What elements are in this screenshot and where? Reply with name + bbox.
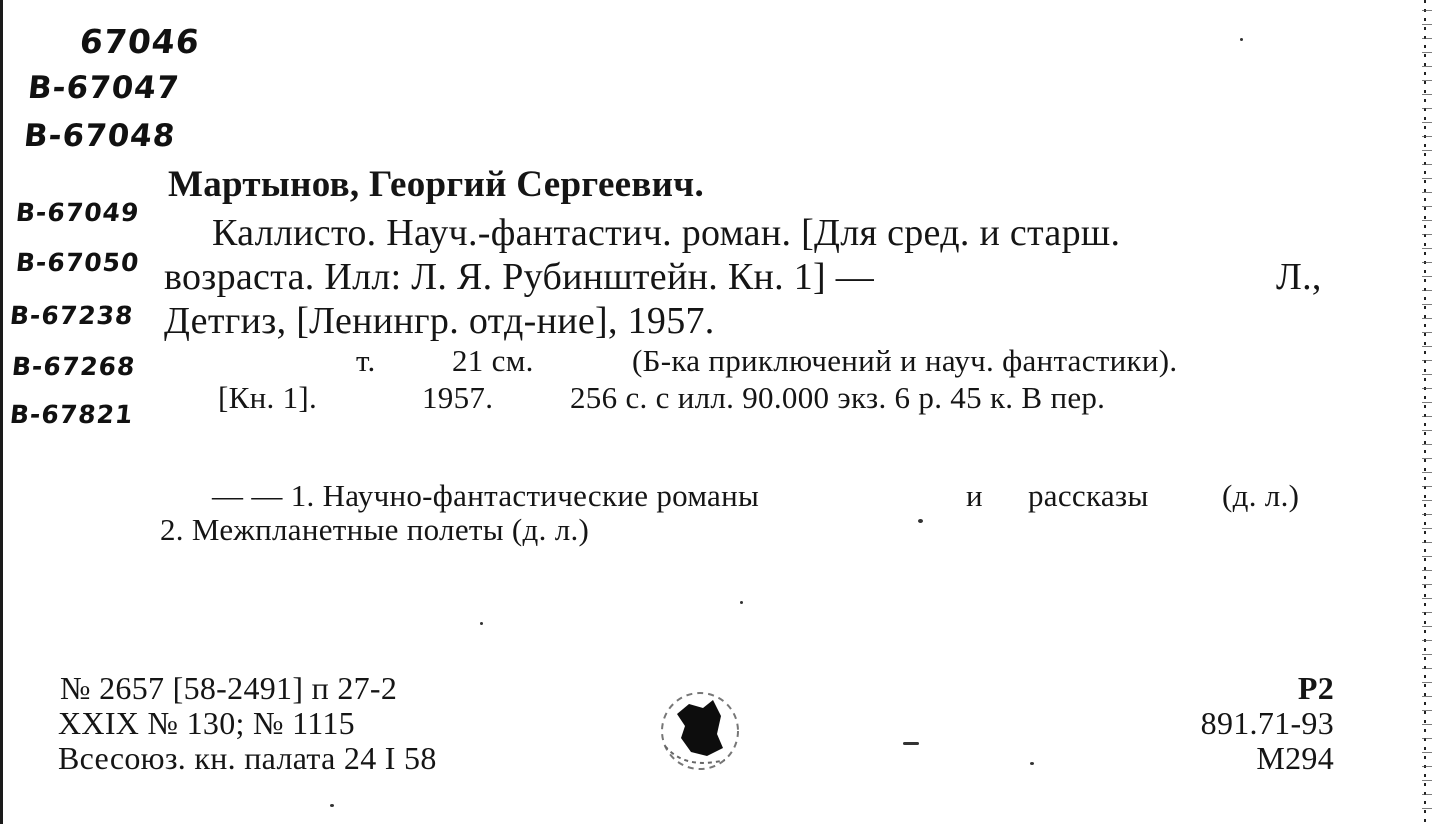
footer-chronicle: XXIX № 130; № 1115	[58, 705, 355, 741]
ink-stamp-icon	[655, 686, 745, 776]
footer-class-code: Р2	[1297, 670, 1334, 706]
footer-chamber: Всесоюз. кн. палата 24 I 58	[58, 740, 437, 776]
description-line-3: Детгиз, [Ленингр. отд-ние], 1957.	[164, 300, 715, 342]
ink-speck	[918, 519, 923, 523]
subject-1: — — 1. Научно-фантастические романы	[212, 478, 760, 513]
description-volume-abbr: т.	[356, 343, 376, 378]
inventory-number: 67046	[77, 22, 202, 61]
description-line-2: возраста. Илл: Л. Я. Рубинштейн. Кн. 1] —	[164, 256, 875, 298]
ink-speck	[903, 742, 919, 745]
inventory-number: B-67048	[22, 118, 178, 154]
ink-speck	[740, 601, 743, 604]
description-place: Л.,	[1276, 256, 1322, 298]
description-year: 1957.	[422, 380, 494, 415]
inventory-number: B-67268	[10, 352, 137, 381]
ink-speck	[330, 804, 334, 807]
subject-1-conj: и	[966, 478, 983, 513]
card-left-edge	[0, 0, 3, 824]
description-physical: 256 с. с илл. 90.000 экз. 6 р. 45 к. В пер.	[570, 380, 1106, 415]
ink-speck	[1030, 762, 1034, 765]
inventory-number: B-67049	[14, 198, 141, 227]
description-line-1: Каллисто. Науч.-фантастич. роман. [Для сред. и старш.	[212, 212, 1121, 254]
inventory-number: B-67050	[14, 248, 141, 277]
ink-speck	[1240, 38, 1243, 41]
inventory-number: B-67238	[8, 301, 135, 330]
author-heading: Мартынов, Георгий Сергеевич.	[168, 164, 705, 205]
subject-2: 2. Межпланетные полеты (д. л.)	[160, 512, 590, 547]
description-series: (Б-ка приключений и науч. фантастики).	[632, 343, 1178, 378]
footer-registration: № 2657 [58-2491] п 27-2	[60, 670, 398, 706]
inventory-number: B-67047	[26, 70, 182, 106]
inventory-number: B-67821	[8, 400, 135, 429]
footer-author-mark: М294	[1256, 740, 1334, 776]
card-right-ticks	[1422, 10, 1432, 810]
description-size: 21 см.	[452, 343, 534, 378]
footer-udc: 891.71-93	[1200, 705, 1334, 741]
subject-1-cont: рассказы	[1028, 478, 1149, 513]
description-book-number: [Кн. 1].	[218, 380, 318, 415]
ink-speck	[480, 622, 483, 625]
subject-1-note: (д. л.)	[1222, 478, 1300, 513]
